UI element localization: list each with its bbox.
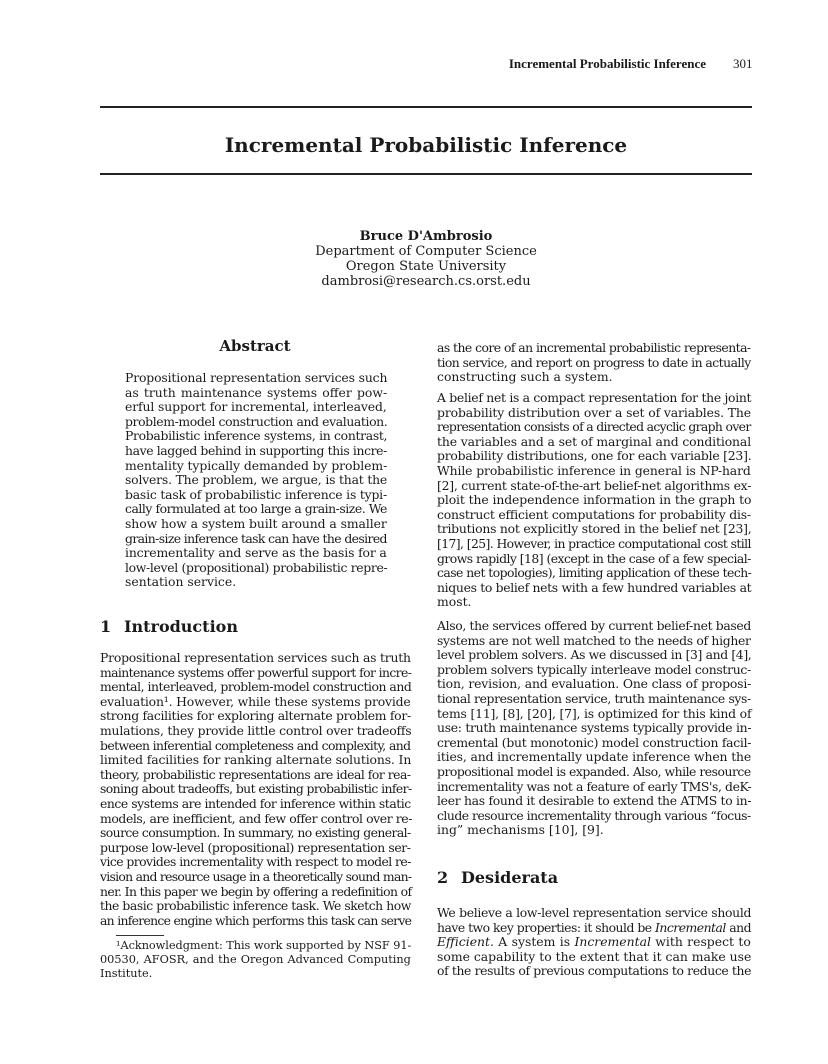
abstract-body: [125, 371, 387, 590]
right-paragraph-3: [437, 619, 751, 838]
text-line: some capability to the extent that it can make use: [437, 948, 752, 964]
section-number: 1: [100, 617, 112, 636]
text-line: tional representation service, truth maintenance sys-: [437, 690, 751, 706]
running-title: Incremental Probabilistic Inference: [508, 56, 706, 71]
footnote-rule: [116, 935, 164, 936]
text-line: maintenance systems offer powerful support for incre-: [100, 664, 412, 680]
text-line: tributions not explicitly stored in the belief net [23],: [437, 521, 752, 537]
text-line: Efficient. A system is Incremental with respect to: [437, 934, 751, 950]
text-line: grain-size inference task can have the desired: [125, 530, 387, 546]
text-line: Probabilistic inference systems, in contrast,: [125, 428, 388, 444]
text-line: mentality typically demanded by problem-: [125, 457, 388, 473]
emphasis: Incremental: [574, 934, 651, 950]
text-line: ner. In this paper we begin by offering a redefinition of: [100, 883, 412, 899]
text-line: [17], [25]. However, in practice computational cost still: [437, 535, 751, 551]
text-line: vice provides incrementality with respect to model re-: [100, 854, 411, 870]
text-line: models, are inefficient, and few offer control over re-: [100, 810, 413, 826]
text-line: show how a system built around a smaller: [125, 515, 387, 531]
text-line: [2], current state-of-the-art belief-net algorithms ex-: [437, 477, 752, 493]
text-line: clude resource incrementality through various “focus-: [437, 807, 751, 823]
section-2-heading: [437, 868, 558, 887]
text-line: probability distributions, one for each variable [23].: [437, 448, 752, 464]
text-line: A belief net is a compact representation for the joint: [437, 390, 752, 405]
text-line: low-level (propositional) probabilistic repre-: [125, 559, 388, 575]
desiderata-paragraph: [437, 906, 751, 979]
text-line: use: truth maintenance systems typically provide in-: [437, 720, 752, 736]
text-line: ¹Acknowledgment: This work supported by NSF 91-: [116, 939, 412, 952]
text-line: tems [11], [8], [20], [7], is optimized for this kind of: [437, 705, 752, 721]
text-line: purpose low-level (propositional) representation ser-: [100, 839, 411, 855]
text-line: systems are not well matched to the needs of higher: [437, 632, 751, 648]
right-paragraph-1: [437, 341, 751, 385]
section-1-heading: [100, 617, 238, 636]
text-line: vision and resource usage in a theoretically sound man-: [100, 868, 412, 884]
text-line: probability distribution over a set of variables. The: [437, 404, 751, 420]
text-line: have two key properties: it should be Incremental and: [437, 919, 752, 935]
text-line: ities, and incrementally update inference when the: [437, 749, 752, 765]
author-university: Oregon State University: [345, 259, 507, 274]
text-line: constructing such a system.: [437, 369, 613, 385]
text-line: construct efficient computations for probability dis-: [437, 506, 751, 522]
text-line: the basic probabilistic inference task. We sketch how: [100, 898, 411, 914]
text-line: solvers. The problem, we argue, is that the: [125, 472, 388, 488]
intro-paragraph: [100, 651, 411, 928]
text-line: Propositional representation services such as truth: [100, 650, 411, 665]
text-line: incrementality and serve as the basis for a: [125, 545, 387, 561]
author-department: Department of Computer Science: [315, 244, 537, 259]
text-line: strong facilities for exploring alternate problem for-: [100, 708, 411, 724]
text-line: between inferential completeness and complexity, and: [100, 737, 411, 753]
emphasis: Efficient.: [437, 934, 494, 950]
text-line: the variables and a set of marginal and conditional: [437, 433, 752, 449]
text-line: Also, the services offered by current belief-net based: [437, 618, 751, 633]
text-line: problem solvers typically interleave model construc-: [437, 661, 751, 677]
text-line: most.: [437, 594, 472, 610]
text-line: mental, interleaved, problem-model construction and: [100, 679, 412, 695]
text-line: leer has found it desirable to extend the ATMS to in-: [437, 793, 752, 809]
text-line: limited facilities for ranking alternate solutions. In: [100, 752, 412, 768]
text-line: soning about tradeoffs, but existing probabilistic infer-: [100, 781, 412, 797]
text-line: problem-model construction and evaluation.: [125, 413, 388, 429]
paper-title: Incremental Probabilistic Inference: [224, 133, 628, 157]
abstract-heading: Abstract: [219, 337, 291, 355]
text-line: theory, probabilistic representations are ideal for rea-: [100, 766, 411, 782]
text-line: Propositional representation services such: [125, 370, 388, 385]
text-line: have lagged behind in supporting this incre-: [125, 442, 387, 458]
text-line: ing” mechanisms [10], [9].: [437, 822, 604, 838]
text-line: evaluation¹. However, while these systems provide: [100, 693, 411, 709]
text-line: source consumption. In summary, no existing general-: [100, 825, 411, 841]
text-line: incrementality was not a feature of early TMS's, deK-: [437, 778, 752, 794]
section-title: Desiderata: [461, 868, 559, 887]
title-rule-bottom: [100, 173, 752, 175]
text-line: erful support for incremental, interleaved,: [125, 399, 387, 415]
text-line: We believe a low-level representation service should: [437, 905, 752, 920]
author-email: dambrosi@research.cs.orst.edu: [321, 274, 531, 289]
text-line: cally formulated at too large a grain-size. We: [125, 501, 387, 517]
text-line: as truth maintenance systems offer pow-: [125, 384, 388, 400]
text-line: mulations, they provide little control over tradeoffs: [100, 722, 412, 738]
text-line: as the core of an incremental probabilistic representa-: [437, 340, 751, 355]
text-line: case net topologies), limiting application of these tech-: [437, 565, 752, 581]
text-line: tion service, and report on progress to date in actually: [437, 354, 751, 370]
text-line: tion, revision, and evaluation. One class of proposi-: [437, 676, 752, 692]
author-name: Bruce D'Ambrosio: [359, 229, 493, 244]
text-line: niques to belief nets with a few hundred variables at: [437, 579, 752, 595]
text-line: 00530, AFOSR, and the Oregon Advanced Computing: [100, 953, 411, 966]
title-rule-top: [100, 106, 752, 108]
section-title: Introduction: [124, 617, 238, 636]
page-number: 301: [733, 56, 753, 71]
text-line: level problem solvers. As we discussed in [3] and [4],: [437, 647, 752, 663]
text-line: While probabilistic inference in general is NP-hard: [437, 462, 751, 478]
text-line: propositional model is expanded. Also, while resource: [437, 763, 751, 779]
text-line: Institute.: [100, 967, 153, 980]
text-line: basic task of probabilistic inference is typi-: [125, 486, 387, 502]
footnote: [100, 939, 411, 981]
text-line: grows rapidly [18] (except in the case of a few special-: [437, 550, 751, 566]
text-line: an inference engine which performs this task can serve: [100, 912, 412, 928]
text-line: sentation service.: [125, 574, 237, 590]
text-line: ence systems are intended for inference within static: [100, 795, 411, 811]
text-line: representation consists of a directed acyclic graph over: [437, 419, 751, 435]
right-paragraph-2: [437, 391, 751, 610]
text-line: ploit the independence information in the graph to: [437, 492, 752, 508]
emphasis: Incremental: [655, 919, 726, 935]
text-line: of the results of previous computations to reduce the: [437, 963, 752, 979]
section-number: 2: [437, 868, 449, 887]
text-line: cremental (but monotonic) model construction facil-: [437, 734, 752, 750]
